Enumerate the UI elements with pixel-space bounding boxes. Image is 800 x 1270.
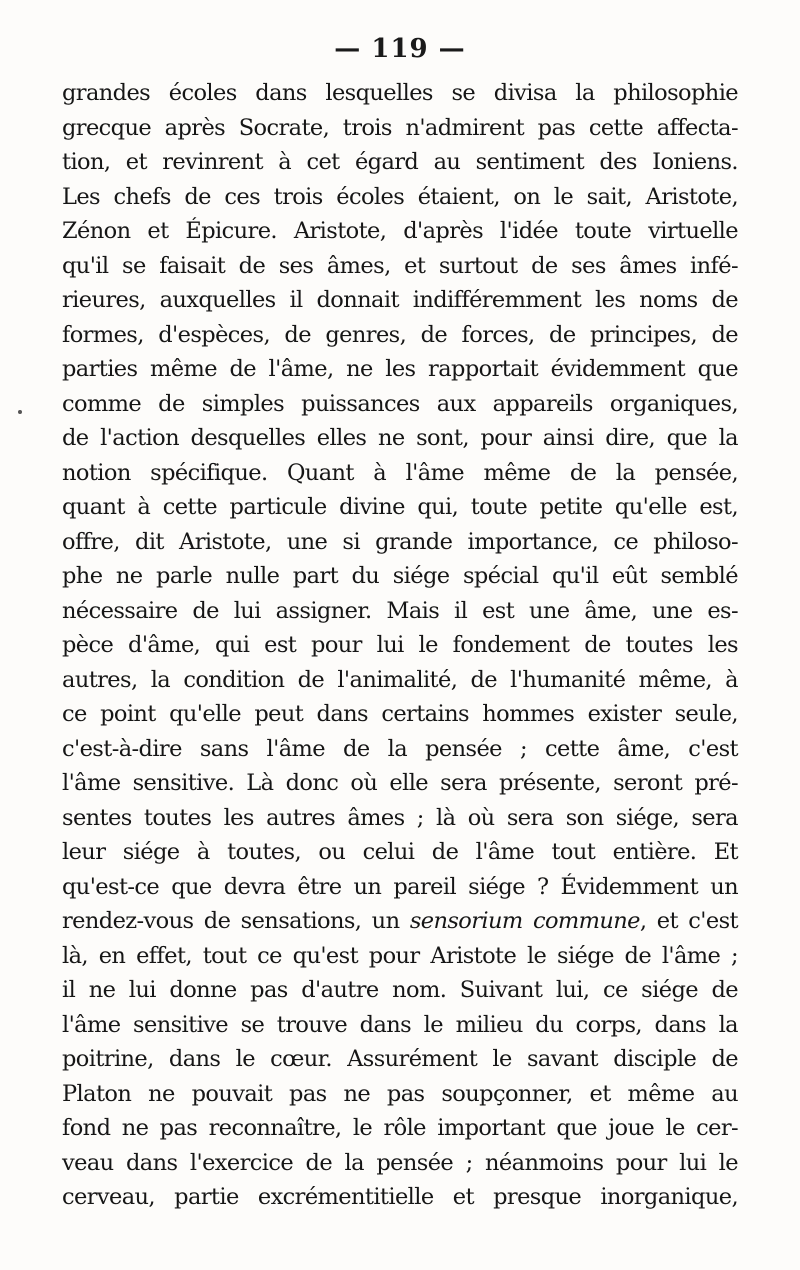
text-line: poitrine, dans le cœur. Assurément le savant disciple de — [62, 1046, 738, 1072]
text-line: offre, dit Aristote, une si grande importance, ce philoso- — [62, 528, 738, 555]
text-line-with-italic — [62, 904, 738, 939]
italic-term: sensorium commune — [409, 908, 640, 934]
text-line: comme de simples puissances aux appareils organiques, — [62, 390, 738, 417]
text-line: cerveau, partie excrémentitielle et presque inorganique, — [62, 1184, 738, 1210]
text-line: parties même de l'âme, ne les rapportait évidemment que — [62, 356, 738, 382]
text-line: qu'est-ce que devra être un pareil siége ? Évidemment un — [62, 873, 738, 900]
text-line: grecque après Socrate, trois n'admirent pas cette affecta- — [62, 114, 738, 141]
text-line: autres, la condition de l'animalité, de l'humanité même, à — [62, 666, 738, 693]
text-line: grandes écoles dans lesquelles se divisa la philosophie — [62, 80, 738, 106]
text-line: il ne lui donne pas d'autre nom. Suivant lui, ce siége de — [62, 977, 738, 1003]
text-line: ce point qu'elle peut dans certains hommes exister seule, — [62, 701, 738, 727]
text-line: phe ne parle nulle part du siége spécial qu'il eût semblé — [62, 563, 738, 589]
text-line: l'âme sensitive. Là donc où elle sera présente, seront pré- — [62, 770, 738, 796]
text-line: pèce d'âme, qui est pour lui le fondement de toutes les — [62, 632, 738, 658]
text-line: c'est-à-dire sans l'âme de la pensée ; cette âme, c'est — [62, 735, 738, 762]
body-text — [62, 76, 738, 1215]
text-line: Les chefs de ces trois écoles étaient, on le sait, Aristote, — [62, 183, 738, 210]
text-line: l'âme sensitive se trouve dans le milieu du corps, dans la — [62, 1011, 738, 1038]
text-line: Platon ne pouvait pas ne pas soupçonner, et même au — [62, 1080, 738, 1107]
text-segment: , et c'est — [639, 908, 738, 934]
text-line: qu'il se faisait de ses âmes, et surtout de ses âmes infé- — [62, 252, 738, 279]
text-line: quant à cette particule divine qui, toute petite qu'elle est, — [62, 494, 738, 520]
text-line: nécessaire de lui assigner. Mais il est une âme, une es- — [62, 597, 738, 624]
text-line: veau dans l'exercice de la pensée ; néanmoins pour lui le — [62, 1149, 738, 1176]
text-line: rieures, auxquelles il donnait indifféremment les noms de — [62, 287, 738, 313]
text-line: leur siége à toutes, ou celui de l'âme tout entière. Et — [62, 839, 738, 865]
text-line: Zénon et Épicure. Aristote, d'après l'idée toute virtuelle — [62, 218, 738, 244]
text-segment: rendez-vous de sensations, un — [62, 908, 410, 934]
text-line: tion, et revinrent à cet égard au sentiment des Ioniens. — [62, 149, 738, 175]
text-line: fond ne pas reconnaître, le rôle important que joue le cer- — [62, 1115, 738, 1141]
text-line: de l'action desquelles elles ne sont, pour ainsi dire, que la — [62, 425, 738, 451]
text-line: sentes toutes les autres âmes ; là où sera son siége, sera — [62, 804, 738, 831]
text-line: formes, d'espèces, de genres, de forces, de principes, de — [62, 321, 738, 348]
page-number: — 119 — — [334, 34, 466, 64]
margin-mark — [18, 410, 22, 414]
text-line: notion spécifique. Quant à l'âme même de la pensée, — [62, 459, 738, 486]
text-line: là, en effet, tout ce qu'est pour Aristote le siége de l'âme ; — [62, 942, 738, 969]
